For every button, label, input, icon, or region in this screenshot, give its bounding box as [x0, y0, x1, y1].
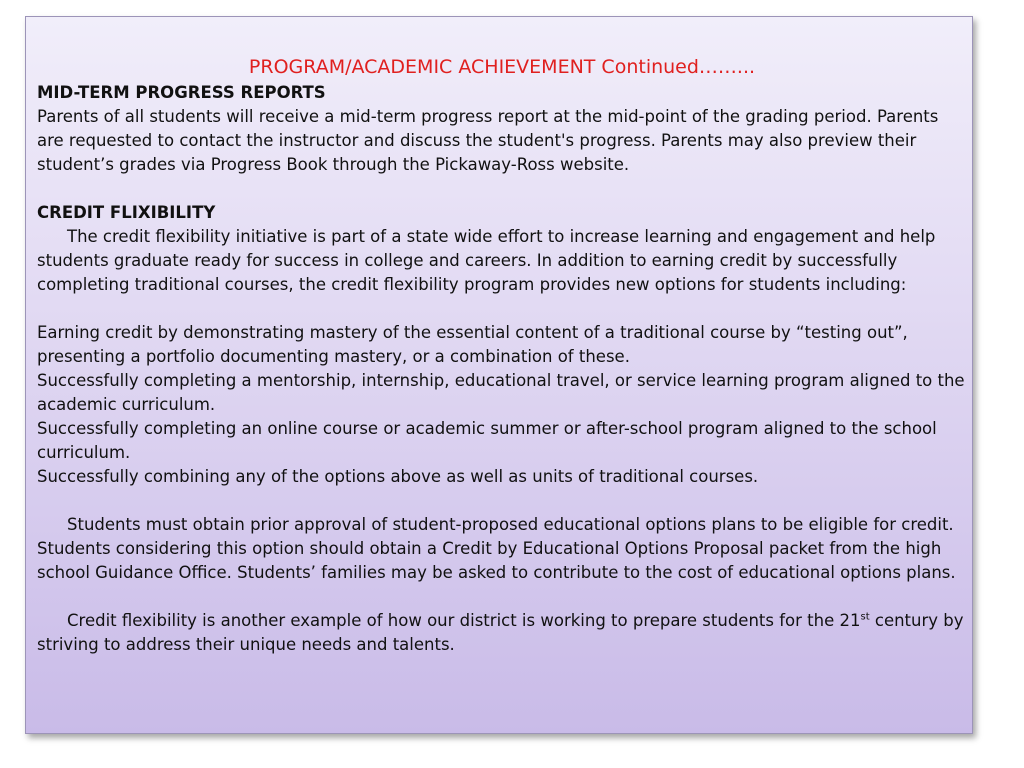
ordinal-suffix: st — [860, 611, 870, 623]
spacer — [37, 297, 967, 321]
credit-option-4: Successfully combining any of the options above as well as units of traditional courses. — [37, 467, 759, 486]
slide-title: PROGRAM/ACADEMIC ACHIEVEMENT Continued……... — [248, 56, 756, 78]
midterm-heading: MID-TERM PROGRESS REPORTS — [37, 83, 326, 102]
slide-content — [37, 53, 967, 657]
spacer — [37, 489, 967, 513]
midterm-body: Parents of all students will receive a mid-term progress report at the mid-point of the grading period. Parents are requested to contact the instructor and discuss the student's progress. Parents may also preview their student’s grades via Progress Book through the Pickaway-Ross website. — [37, 107, 939, 174]
spacer — [37, 177, 967, 201]
credit-approval: Students must obtain prior approval of student-proposed educational options plans to be eligible for credit. Students considering this option should obtain a Credit by Educational Options Proposal packet from the high school Guidance Office. Students’ families may be asked to contribute to the cost of educational options plans. — [37, 515, 956, 582]
closing-text-end: century by striving to address their unique needs and talents. — [37, 611, 964, 654]
credit-option-3: Successfully completing an online course or academic summer or after-school program aligned to the school curriculum. — [37, 419, 937, 462]
spacer — [37, 585, 967, 609]
slide-panel — [25, 16, 973, 734]
closing-text-start: Credit flexibility is another example of how our district is working to prepare students for the 21 — [67, 611, 861, 630]
credit-option-2: Successfully completing a mentorship, internship, educational travel, or service learning program aligned to the academic curriculum. — [37, 371, 965, 414]
credit-closing — [37, 609, 967, 657]
credit-intro: The credit flexibility initiative is part of a state wide effort to increase learning and engagement and help students graduate ready for success in college and careers. In addition to earning credit by successfully completing traditional courses, the credit flexibility program provides new options for students including: — [37, 227, 936, 294]
credit-heading: CREDIT FLIXIBILITY — [37, 203, 216, 222]
credit-option-1: Earning credit by demonstrating mastery of the essential content of a traditional course by “testing out”, presenting a portfolio documenting mastery, or a combination of these. — [37, 323, 908, 366]
